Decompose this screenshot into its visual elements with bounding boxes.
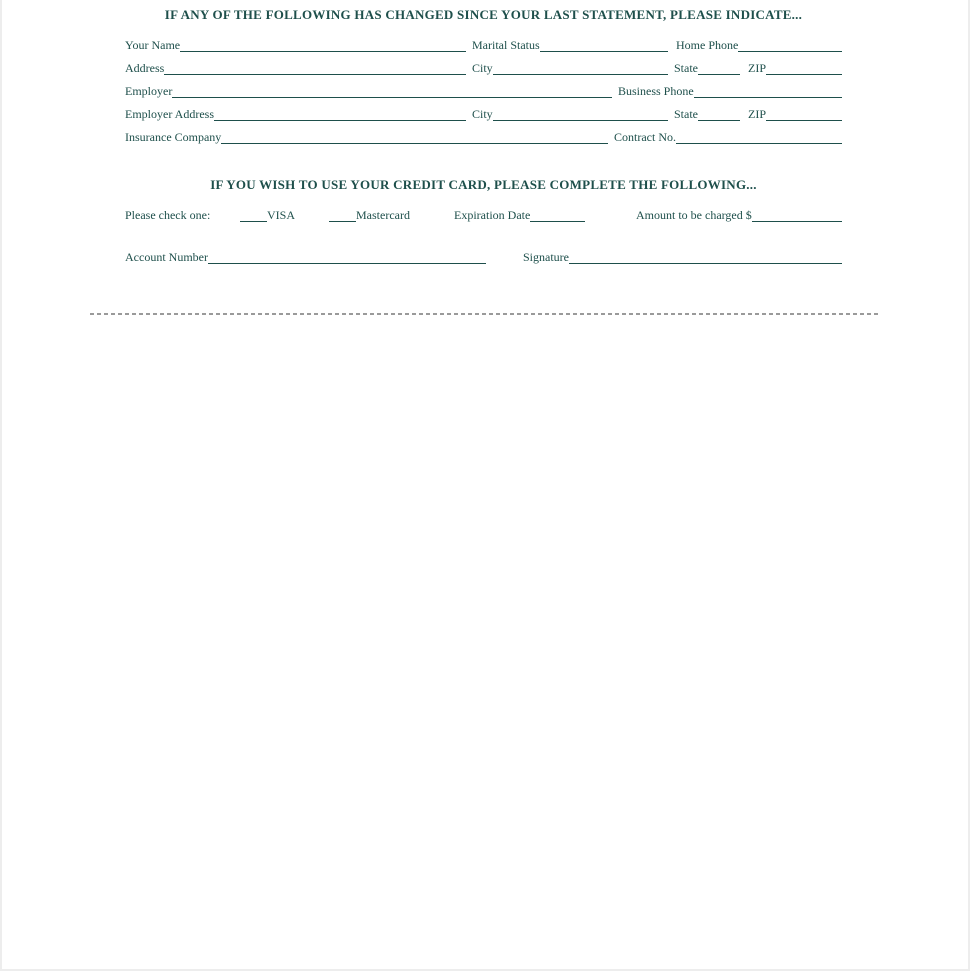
expiration-date-field	[422, 206, 596, 222]
address-label: Address	[125, 61, 165, 75]
marital-status-field	[466, 36, 668, 52]
row-insurance	[125, 128, 842, 144]
row-address	[125, 59, 842, 75]
employer-label: Employer	[125, 84, 173, 98]
expiration-date-label: Expiration Date	[454, 208, 531, 222]
account-number-label: Account Number	[125, 250, 208, 264]
zip-field	[740, 59, 842, 75]
signature-line[interactable]	[569, 261, 842, 264]
business-phone-field	[612, 82, 842, 98]
city-field	[466, 59, 668, 75]
amount-charged-line[interactable]	[752, 219, 842, 222]
employer-address-field	[125, 105, 466, 121]
employer-address-label: Employer Address	[125, 107, 214, 121]
employer-state-line[interactable]	[698, 118, 740, 121]
dashed-cut-line	[90, 313, 878, 315]
visa-label: VISA	[267, 208, 296, 222]
your-name-label: Your Name	[125, 38, 181, 52]
insurance-company-label: Insurance Company	[125, 130, 222, 144]
visa-option[interactable]	[240, 206, 311, 222]
state-line[interactable]	[698, 72, 740, 75]
address-line[interactable]	[164, 72, 466, 75]
expiration-date-line[interactable]	[530, 219, 585, 222]
employer-zip-field	[740, 105, 842, 121]
address-field	[125, 59, 466, 75]
account-number-field	[125, 248, 486, 264]
home-phone-label: Home Phone	[676, 38, 739, 52]
home-phone-line[interactable]	[738, 49, 842, 52]
mastercard-check-line[interactable]	[329, 219, 356, 222]
contract-no-label: Contract No.	[614, 130, 676, 144]
state-field	[668, 59, 740, 75]
zip-label: ZIP	[748, 61, 766, 75]
employer-zip-label: ZIP	[748, 107, 766, 121]
employer-field	[125, 82, 612, 98]
employer-address-line[interactable]	[214, 118, 466, 121]
employer-line[interactable]	[172, 95, 612, 98]
mastercard-label: Mastercard	[356, 208, 410, 222]
your-name-field	[125, 36, 466, 52]
city-label: City	[472, 61, 493, 75]
business-phone-line[interactable]	[694, 95, 842, 98]
state-label: State	[674, 61, 698, 75]
employer-city-field	[466, 105, 668, 121]
employer-state-label: State	[674, 107, 698, 121]
please-check-one-label: Please check one:	[125, 208, 211, 222]
marital-status-line[interactable]	[540, 49, 668, 52]
insurance-company-line[interactable]	[221, 141, 608, 144]
amount-charged-label: Amount to be charged $	[636, 208, 752, 222]
home-phone-field	[668, 36, 842, 52]
your-name-line[interactable]	[180, 49, 466, 52]
row-employer	[125, 82, 842, 98]
section-credit-title: IF YOU WISH TO USE YOUR CREDIT CARD, PLEASE COMPLETE THE FOLLOWING...	[210, 177, 757, 192]
business-phone-label: Business Phone	[618, 84, 694, 98]
signature-label: Signature	[523, 250, 569, 264]
employer-state-field	[668, 105, 740, 121]
employer-city-label: City	[472, 107, 493, 121]
please-check-one	[125, 206, 240, 222]
employer-city-line[interactable]	[493, 118, 668, 121]
row-employer-address	[125, 105, 842, 121]
account-number-line[interactable]	[208, 261, 486, 264]
amount-charged-field	[596, 206, 842, 222]
insurance-company-field	[125, 128, 608, 144]
zip-line[interactable]	[766, 72, 842, 75]
row-credit-card	[125, 206, 842, 222]
marital-status-label: Marital Status	[472, 38, 540, 52]
section-update-title: IF ANY OF THE FOLLOWING HAS CHANGED SINCE YOUR LAST STATEMENT, PLEASE INDICATE...	[164, 7, 803, 22]
mastercard-option[interactable]	[311, 206, 422, 222]
city-line[interactable]	[493, 72, 668, 75]
signature-field	[523, 248, 842, 264]
contract-no-field	[608, 128, 842, 144]
row-account-signature	[125, 248, 842, 264]
visa-check-line[interactable]	[240, 219, 267, 222]
contract-no-line[interactable]	[676, 141, 842, 144]
row-name	[125, 36, 842, 52]
employer-zip-line[interactable]	[766, 118, 842, 121]
